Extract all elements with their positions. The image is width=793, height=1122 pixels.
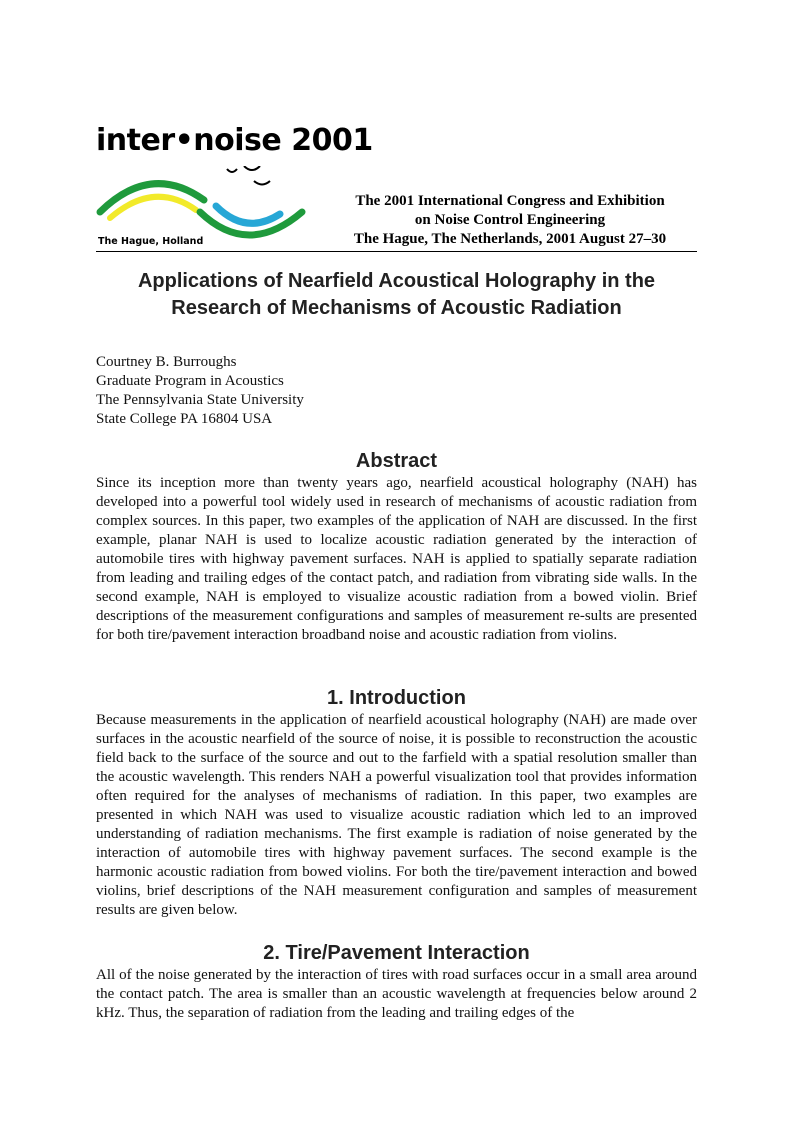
- conference-logo: [96, 123, 373, 250]
- section-1-heading: 1. Introduction: [327, 687, 466, 709]
- conference-line-1: The 2001 International Congress and Exhibition: [355, 193, 665, 209]
- logo-smile-icon: [254, 181, 270, 185]
- author-block: [96, 353, 304, 429]
- paper-title: [96, 268, 697, 322]
- author-address: State College PA 16804 USA: [96, 411, 273, 427]
- logo-blue-arc: [216, 206, 280, 223]
- conference-line-3: The Hague, The Netherlands, 2001 August 27–30: [353, 231, 667, 247]
- abstract-heading: Abstract: [355, 450, 438, 472]
- conference-line-2: on Noise Control Engineering: [414, 212, 606, 228]
- section-2-heading: 2. Tire/Pavement Interaction: [263, 942, 530, 964]
- author-name: Courtney B. Burroughs: [96, 354, 237, 370]
- logo-wordmark: inter•noise 2001: [96, 123, 373, 158]
- conference-info: [330, 192, 690, 249]
- section-1-text: Because measurements in the application of nearfield acoustical holography (NAH) are made over surfaces in the acoustic nearfield of the source of noise, it is possible to reconstruction the acoustic field back to the surface of the source and out to the farfield with a spatial resolution smaller than the acoustic wavelength. This renders NAH a powerful visualization tool that provides information often required for the analyses of mechanisms of radiation. In this paper, two examples are presented in which NAH was used to visualize acoustic radiation which led to an improved understanding of radiation mechanisms. The first example is radiation of noise generated by the interaction of automobile tires with highway pavement surfaces. The second example is the harmonic acoustic radiation from bowed violins. For both the tire/pavement interaction and bowed violins, brief descriptions of the NAH measurement configuration and samples of measurement results are given below.: [96, 712, 697, 918]
- title-line-1: Applications of Nearfield Acoustical Holography in the: [137, 270, 656, 292]
- author-department: Graduate Program in Acoustics: [96, 373, 284, 389]
- header-rule: [96, 251, 697, 252]
- author-university: The Pennsylvania State University: [96, 392, 304, 408]
- logo-smile-icon: [244, 166, 260, 170]
- abstract-text: Since its inception more than twenty years ago, nearfield acoustical holography (NAH) has developed into a powerful tool widely used in research of mechanisms of acoustic radiation from complex sources. In this paper, two examples of the application of NAH are discussed. In the first example, planar NAH is used to localize acoustic radiation generated by the interaction of automobile tires with highway pavement surfaces. NAH is applied to spatially separate radiation from leading and trailing edges of the contact patch, and radiation from vibrating side walls. In the second example, NAH is employed to visualize acoustic radiation from a bowed violin. Brief descriptions of the measurement configurations and samples of measurement re-sults are presented for both tire/pavement interaction broadband noise and acoustic radiation from violins.: [96, 475, 697, 643]
- logo-yellow-arc: [110, 197, 196, 218]
- logo-arcs-graphic: [96, 166, 318, 240]
- title-line-2: Research of Mechanisms of Acoustic Radiation: [171, 297, 622, 319]
- logo-place-text: The Hague, Holland: [98, 236, 204, 247]
- section-2-text: All of the noise generated by the interaction of tires with road surfaces occur in a small area around the contact patch. The area is smaller than an acoustic wavelength at frequencies below around 2 kHz. Thus, the separation of radiation from the leading and trailing edges of the: [96, 967, 697, 1021]
- logo-smile-icon: [227, 169, 237, 172]
